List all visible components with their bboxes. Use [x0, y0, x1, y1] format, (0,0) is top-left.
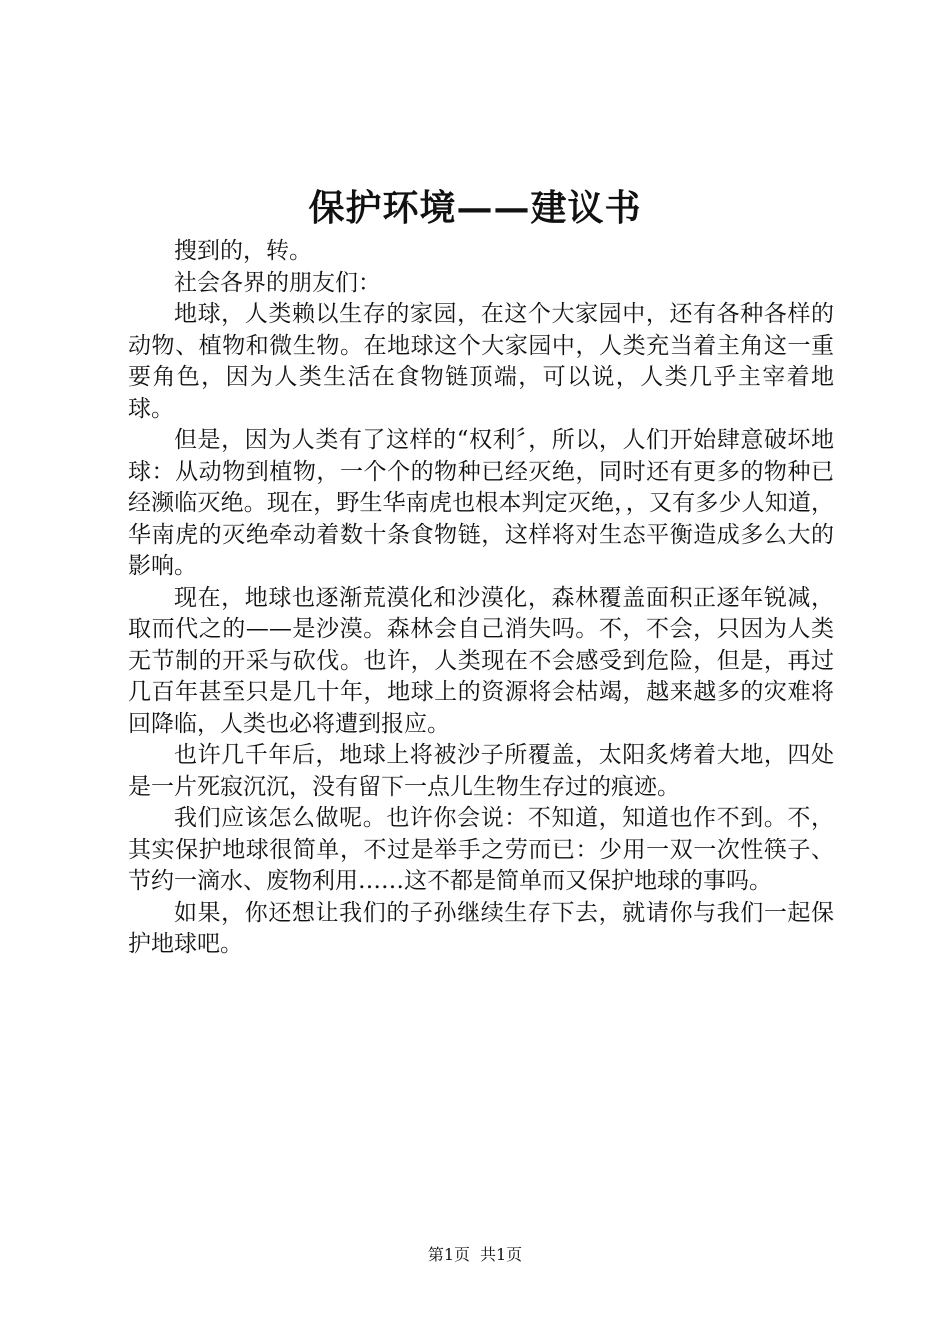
paragraph: 我们应该怎么做呢。也许你会说：不知道，知道也作不到。不，其实保护地球很简单，不过是举手之劳而已：少用一双一次性筷子、节约一滴水、废物利用……这不都是简单而又保护地球的事吗。 [128, 805, 834, 894]
document-title: 保护环境——建议书 [308, 187, 642, 229]
page-footer [0, 1244, 950, 1266]
paragraph-salutation: 社会各界的朋友们： [174, 269, 381, 296]
paragraph: 现在，地球也逐渐荒漠化和沙漠化，森林覆盖面积正逐年锐减，取而代之的——是沙漠。森林会自己消失吗。不，不会，只因为人类无节制的开采与砍伐。也许，人类现在不会感受到危险，但是，再过几百年甚至只是几十年，地球上的资源将会枯竭，越来越多的灾难将回降临，人类也必将遭到报应。 [128, 584, 834, 737]
paragraph: 但是，因为人类有了这样的“权利〞，所以，人们开始肆意破坏地球：从动物到植物，一个个的物种已经灭绝，同时还有更多的物种已经濒临灭绝。现在，野生华南虎也根本判定灭绝，，又有多少人知道，华南虎的灭绝牵动着数十条食物链，这样将对生态平衡造成多么大的影响。 [128, 427, 834, 579]
paragraph: 也许几千年后，地球上将被沙子所覆盖，太阳炙烤着大地，四处是一片死寂沉沉，没有留下一点儿生物生存过的痕迹。 [128, 742, 834, 800]
paragraph-source-note: 搜到的，转。 [174, 238, 312, 264]
page-number: 第1页 [427, 1245, 470, 1264]
paragraph: 地球，人类赖以生存的家园，在这个大家园中，还有各种各样的动物、植物和微生物。在地球这个大家园中，人类充当着主角这一重要角色，因为人类生活在食物链顶端，可以说，人类几乎主宰着地球。 [128, 301, 834, 422]
page-total: 共1页 [480, 1245, 523, 1264]
document-body [128, 236, 834, 961]
paragraph: 如果，你还想让我们的子孙继续生存下去，就请你与我们一起保护地球吧。 [128, 899, 834, 957]
